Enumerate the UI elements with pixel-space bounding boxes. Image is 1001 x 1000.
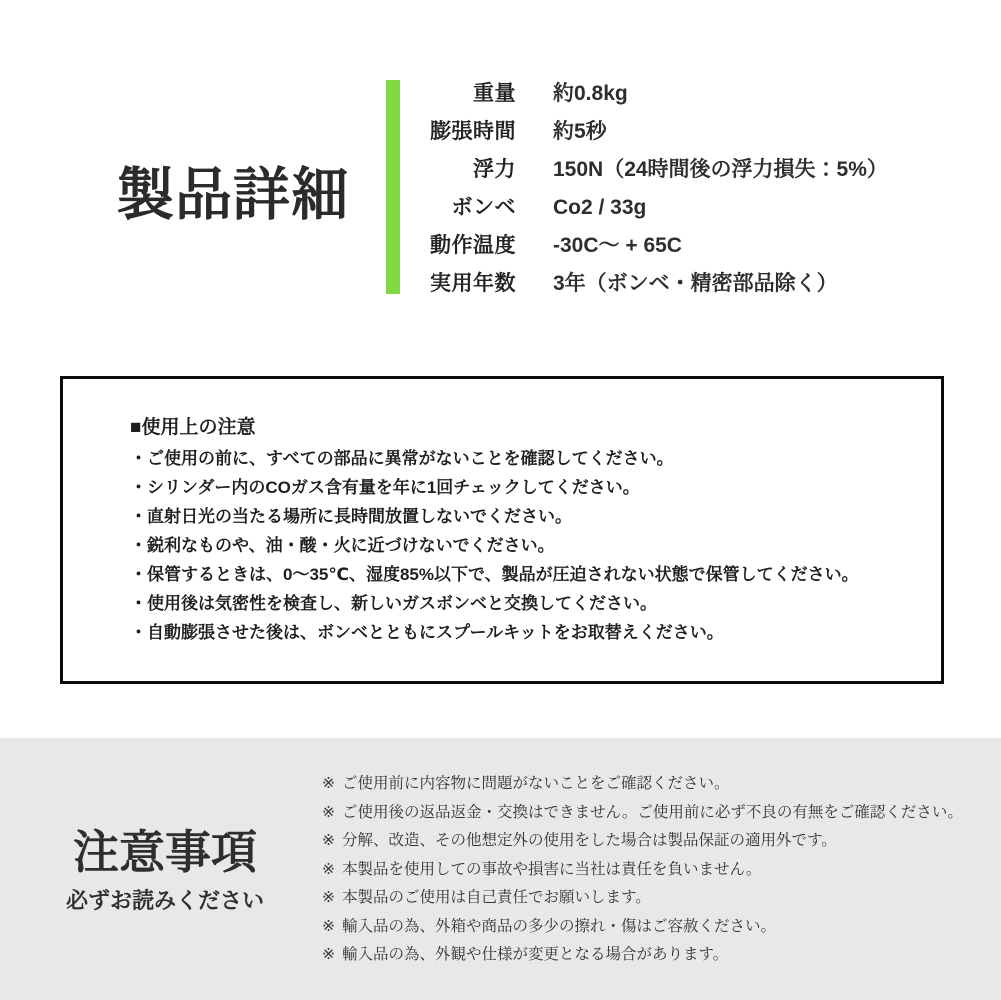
bullet-marker: ・ [130,478,147,497]
bullet-marker: ・ [130,507,147,526]
caution-text: 輸入品の為、外箱や商品の多少の擦れ・傷はご容赦ください。 [342,917,777,935]
spec-label: ボンベ [451,196,516,219]
usage-note-item [130,589,911,618]
usage-note-text: シリンダー内のCOガス含有量を年に1回チェックしてください。 [147,478,640,497]
spec-label: 浮力 [473,158,516,181]
caution-text: 分解、改造、その他想定外の使用をした場合は製品保証の適用外です。 [342,832,837,849]
usage-note-item [130,560,911,589]
bullet-marker: ・ [130,623,147,642]
bullet-marker: ・ [130,594,147,613]
spec-label: 実用年数 [430,272,516,295]
spec-row-service-life [420,273,888,295]
spec-table [420,83,888,311]
reference-mark: ※ [322,917,335,935]
reference-mark: ※ [322,889,335,906]
reference-mark: ※ [322,946,335,963]
caution-item [322,856,963,885]
caution-text: 本製品を使用しての事故や損害に当社は責任を負いません。 [342,860,762,878]
usage-note-item [130,444,911,473]
caution-item [322,884,963,913]
spec-row-weight [420,83,888,105]
cautions-title: 注意事項 [73,826,257,878]
spec-value: -30C〜 + 65C [553,234,682,257]
reference-mark: ※ [322,860,335,878]
spec-row-operating-temperature [420,235,888,257]
bullet-marker: ・ [130,536,147,555]
caution-text: ご使用前に内容物に問題がないことをご確認ください。 [342,775,730,792]
caution-item [322,827,963,856]
usage-note-item [130,531,911,560]
spec-value: 約0.8kg [553,82,628,105]
usage-note-text: 直射日光の当たる場所に長時間放置しないでください。 [147,507,572,526]
caution-item [322,770,963,799]
caution-text: 本製品のご使用は自己責任でお願いします。 [342,889,651,906]
spec-row-buoyancy [420,159,888,181]
usage-note-item [130,502,911,531]
spec-label: 重量 [473,82,516,105]
usage-note-text: 鋭利なものや、油・酸・火に近づけないでください。 [147,536,555,555]
usage-notes-box [60,376,944,684]
caution-item [322,941,963,970]
reference-mark: ※ [322,803,335,821]
usage-note-item [130,618,911,647]
spec-value: Co2 / 33g [553,196,647,219]
green-accent-bar [386,80,400,294]
spec-label: 動作温度 [430,234,516,257]
caution-item [322,799,963,828]
usage-note-text: 保管するときは、0〜35℃、湿度85%以下で、製品が圧迫されない状態で保管してください。 [147,565,859,584]
caution-text: 輸入品の為、外観や仕様が変更となる場合があります。 [342,946,729,963]
reference-mark: ※ [322,832,335,849]
usage-note-text: ご使用の前に、すべての部品に異常がないことを確認してください。 [147,449,674,468]
cautions-subtitle: 必ずお読みください [65,888,264,913]
spec-label: 膨張時間 [430,120,516,143]
usage-note-text: 自動膨張させた後は、ボンベとともにスプールキットをお取替えください。 [147,623,724,642]
bullet-marker: ・ [130,449,147,468]
spec-value: 約5秒 [553,120,607,143]
caution-text: ご使用後の返品返金・交換はできません。ご使用前に必ず不良の有無をご確認ください。 [342,803,963,821]
usage-note-item [130,473,911,502]
spec-value: 150N（24時間後の浮力損失：5%） [553,158,888,181]
cautions-list [322,770,963,970]
spec-row-inflation-time [420,121,888,143]
bullet-marker: ・ [130,565,147,584]
caution-item [322,913,963,942]
usage-note-text: 使用後は気密性を検査し、新しいガスボンベと交換してください。 [147,594,657,613]
product-details-title: 製品詳細 [117,163,349,227]
spec-row-cylinder [420,197,888,219]
usage-notes-heading: ■使用上の注意 [130,417,256,438]
spec-value: 3年（ボンベ・精密部品除く） [553,272,838,295]
reference-mark: ※ [322,775,335,792]
